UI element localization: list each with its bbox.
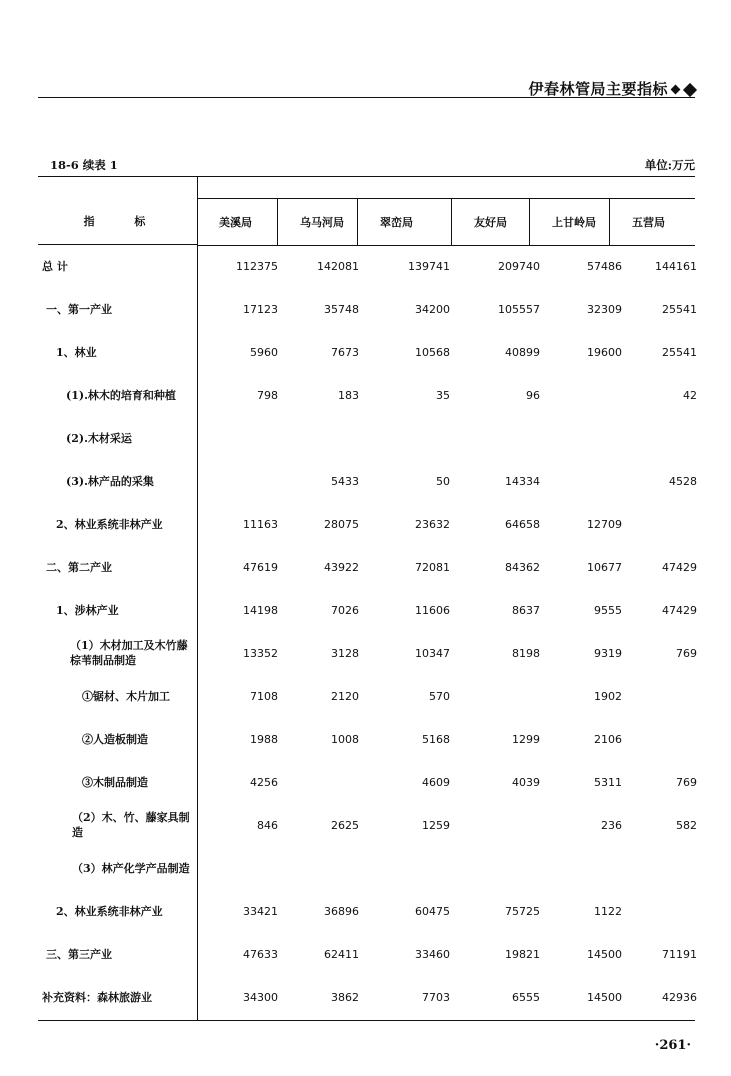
table-cell: 5960 bbox=[250, 345, 278, 359]
table-cell bbox=[370, 418, 450, 458]
table-cell: 19821 bbox=[505, 947, 540, 961]
table-cell: 236 bbox=[601, 818, 622, 832]
table-cell: 25541 bbox=[662, 302, 697, 316]
table-cell: 7673 bbox=[331, 345, 359, 359]
row-label: 2、林业系统非林产业 bbox=[56, 517, 163, 531]
table-cell bbox=[542, 461, 622, 501]
table-cell: 47429 bbox=[662, 603, 697, 617]
table-cell: 35 bbox=[436, 388, 450, 402]
table-cell: 139741 bbox=[408, 259, 450, 273]
row-label: （1）木材加工及木竹藤棕苇制品制造 bbox=[70, 639, 188, 667]
table-cell: 4256 bbox=[250, 775, 278, 789]
row-label: 一、第一产业 bbox=[46, 302, 112, 316]
table-cell bbox=[460, 805, 540, 845]
table-row bbox=[0, 375, 731, 415]
table-cell: 72081 bbox=[415, 560, 450, 574]
table-cell: 7703 bbox=[422, 990, 450, 1004]
table-row bbox=[0, 504, 731, 544]
column-header-row bbox=[197, 198, 695, 246]
row-label: (3).林产品的采集 bbox=[66, 474, 154, 488]
table-cell: 10347 bbox=[415, 646, 450, 660]
table-cell: 144161 bbox=[655, 259, 697, 273]
table-cell: 769 bbox=[676, 775, 697, 789]
table-cell: 2106 bbox=[594, 732, 622, 746]
table-cell: 209740 bbox=[498, 259, 540, 273]
table-cell: 112375 bbox=[236, 259, 278, 273]
table-cell: 183 bbox=[338, 388, 359, 402]
table-cell: 60475 bbox=[415, 904, 450, 918]
row-label: ②人造板制造 bbox=[82, 732, 148, 746]
table-cell: 105557 bbox=[498, 302, 540, 316]
table-cell: 5168 bbox=[422, 732, 450, 746]
table-cell: 71191 bbox=[662, 947, 697, 961]
table-cell: 14500 bbox=[587, 990, 622, 1004]
table-cell bbox=[198, 418, 278, 458]
table-row bbox=[0, 805, 731, 845]
table-cell: 47633 bbox=[243, 947, 278, 961]
table-cell: 8198 bbox=[512, 646, 540, 660]
table-cell: 7108 bbox=[250, 689, 278, 703]
table-cell: 10677 bbox=[587, 560, 622, 574]
table-cell: 570 bbox=[429, 689, 450, 703]
table-cell: 1902 bbox=[594, 689, 622, 703]
table-id: 18-6 续表 1 bbox=[50, 158, 118, 172]
table-cell: 1259 bbox=[422, 818, 450, 832]
table-row bbox=[0, 418, 731, 458]
table-row bbox=[0, 848, 731, 888]
table-cell: 42 bbox=[683, 388, 697, 402]
table-cell: 75725 bbox=[505, 904, 540, 918]
table-row bbox=[0, 977, 731, 1017]
table-cell bbox=[617, 891, 697, 931]
table-cell: 11606 bbox=[415, 603, 450, 617]
table-cell: 1008 bbox=[331, 732, 359, 746]
table-cell: 2625 bbox=[331, 818, 359, 832]
table-row bbox=[0, 762, 731, 802]
table-cell bbox=[198, 848, 278, 888]
table-cell: 582 bbox=[676, 818, 697, 832]
header-rule bbox=[38, 97, 695, 98]
table-cell: 14198 bbox=[243, 603, 278, 617]
table-row bbox=[0, 289, 731, 329]
table-cell bbox=[279, 418, 359, 458]
row-label: 2、林业系统非林产业 bbox=[56, 904, 163, 918]
table-cell: 2120 bbox=[331, 689, 359, 703]
table-cell bbox=[370, 848, 450, 888]
table-cell bbox=[460, 848, 540, 888]
table-cell: 14500 bbox=[587, 947, 622, 961]
table-cell bbox=[617, 504, 697, 544]
column-header: 翠峦局 bbox=[358, 199, 452, 245]
table-cell: 50 bbox=[436, 474, 450, 488]
table-cell: 62411 bbox=[324, 947, 359, 961]
row-label: 三、第三产业 bbox=[46, 947, 112, 961]
table-row bbox=[0, 633, 731, 673]
table-cell: 8637 bbox=[512, 603, 540, 617]
table-row bbox=[0, 246, 731, 286]
table-cell: 6555 bbox=[512, 990, 540, 1004]
column-header: 美溪局 bbox=[197, 199, 278, 245]
table-cell: 19600 bbox=[587, 345, 622, 359]
header-title: 伊春林管局主要指标 bbox=[528, 80, 668, 98]
table-cell: 5311 bbox=[594, 775, 622, 789]
table-row bbox=[0, 590, 731, 630]
table-cell: 40899 bbox=[505, 345, 540, 359]
table-cell: 9319 bbox=[594, 646, 622, 660]
table-cell bbox=[617, 418, 697, 458]
table-cell: 35748 bbox=[324, 302, 359, 316]
table-cell: 5433 bbox=[331, 474, 359, 488]
table-cell: 23632 bbox=[415, 517, 450, 531]
table-cell: 4039 bbox=[512, 775, 540, 789]
table-cell bbox=[279, 848, 359, 888]
table-top-rule bbox=[38, 176, 695, 177]
table-row bbox=[0, 461, 731, 501]
table-cell: 25541 bbox=[662, 345, 697, 359]
column-header: 乌马河局 bbox=[278, 199, 358, 245]
row-label: ①锯材、木片加工 bbox=[82, 689, 170, 703]
table-cell: 34300 bbox=[243, 990, 278, 1004]
table-cell: 7026 bbox=[331, 603, 359, 617]
table-cell: 17123 bbox=[243, 302, 278, 316]
row-label: 二、第二产业 bbox=[46, 560, 112, 574]
column-header: 上甘岭局 bbox=[530, 199, 610, 245]
table-cell: 84362 bbox=[505, 560, 540, 574]
table-cell bbox=[617, 719, 697, 759]
row-label: （3）林产化学产品制造 bbox=[72, 861, 190, 875]
table-cell bbox=[617, 848, 697, 888]
table-cell: 36896 bbox=[324, 904, 359, 918]
table-cell: 1988 bbox=[250, 732, 278, 746]
table-cell: 12709 bbox=[587, 517, 622, 531]
row-label: 总 计 bbox=[42, 259, 68, 273]
row-label: 补充资料：森林旅游业 bbox=[42, 990, 152, 1004]
header-title-group bbox=[528, 78, 695, 99]
table-cell: 33421 bbox=[243, 904, 278, 918]
unit-label: 单位:万元 bbox=[644, 158, 695, 172]
table-cell: 142081 bbox=[317, 259, 359, 273]
table-cell: 42936 bbox=[662, 990, 697, 1004]
table-cell: 3128 bbox=[331, 646, 359, 660]
table-row bbox=[0, 547, 731, 587]
row-label: (2).木材采运 bbox=[66, 431, 132, 445]
table-cell bbox=[198, 461, 278, 501]
table-cell: 846 bbox=[257, 818, 278, 832]
table-cell: 43922 bbox=[324, 560, 359, 574]
table-cell bbox=[542, 375, 622, 415]
table-cell: 10568 bbox=[415, 345, 450, 359]
column-header: 五营局 bbox=[632, 216, 665, 229]
row-label: （2）木、竹、藤家具制造 bbox=[72, 811, 190, 839]
row-label: 1、林业 bbox=[56, 345, 97, 359]
table-cell: 33460 bbox=[415, 947, 450, 961]
table-row bbox=[0, 332, 731, 372]
table-cell bbox=[279, 762, 359, 802]
table-cell: 34200 bbox=[415, 302, 450, 316]
table-cell: 32309 bbox=[587, 302, 622, 316]
indicator-header: 指 标 bbox=[83, 215, 164, 228]
table-cell: 13352 bbox=[243, 646, 278, 660]
table-cell: 57486 bbox=[587, 259, 622, 273]
table-cell: 96 bbox=[526, 388, 540, 402]
diamond-icon bbox=[683, 82, 697, 96]
table-cell bbox=[542, 418, 622, 458]
page-number: ·261· bbox=[654, 1038, 691, 1053]
table-cell: 28075 bbox=[324, 517, 359, 531]
table-cell: 798 bbox=[257, 388, 278, 402]
table-cell: 47429 bbox=[662, 560, 697, 574]
header-under-rule bbox=[38, 244, 197, 245]
diamond-icon bbox=[671, 85, 681, 95]
table-cell bbox=[542, 848, 622, 888]
table-row bbox=[0, 719, 731, 759]
table-cell bbox=[460, 676, 540, 716]
column-header: 友好局 bbox=[452, 199, 530, 245]
table-cell: 1299 bbox=[512, 732, 540, 746]
table-cell: 9555 bbox=[594, 603, 622, 617]
table-cell bbox=[617, 676, 697, 716]
table-cell: 1122 bbox=[594, 904, 622, 918]
table-cell: 4609 bbox=[422, 775, 450, 789]
table-cell: 3862 bbox=[331, 990, 359, 1004]
table-cell: 14334 bbox=[505, 474, 540, 488]
table-row bbox=[0, 676, 731, 716]
table-row bbox=[0, 891, 731, 931]
table-cell: 47619 bbox=[243, 560, 278, 574]
table-cell: 769 bbox=[676, 646, 697, 660]
table-bottom-rule bbox=[38, 1020, 695, 1021]
row-label: (1).林木的培育和种植 bbox=[66, 388, 176, 402]
table-cell: 4528 bbox=[669, 474, 697, 488]
row-label: 1、涉林产业 bbox=[56, 603, 119, 617]
table-cell bbox=[460, 418, 540, 458]
row-label: ③木制品制造 bbox=[82, 775, 148, 789]
table-cell: 64658 bbox=[505, 517, 540, 531]
table-cell: 11163 bbox=[243, 517, 278, 531]
table-row bbox=[0, 934, 731, 974]
